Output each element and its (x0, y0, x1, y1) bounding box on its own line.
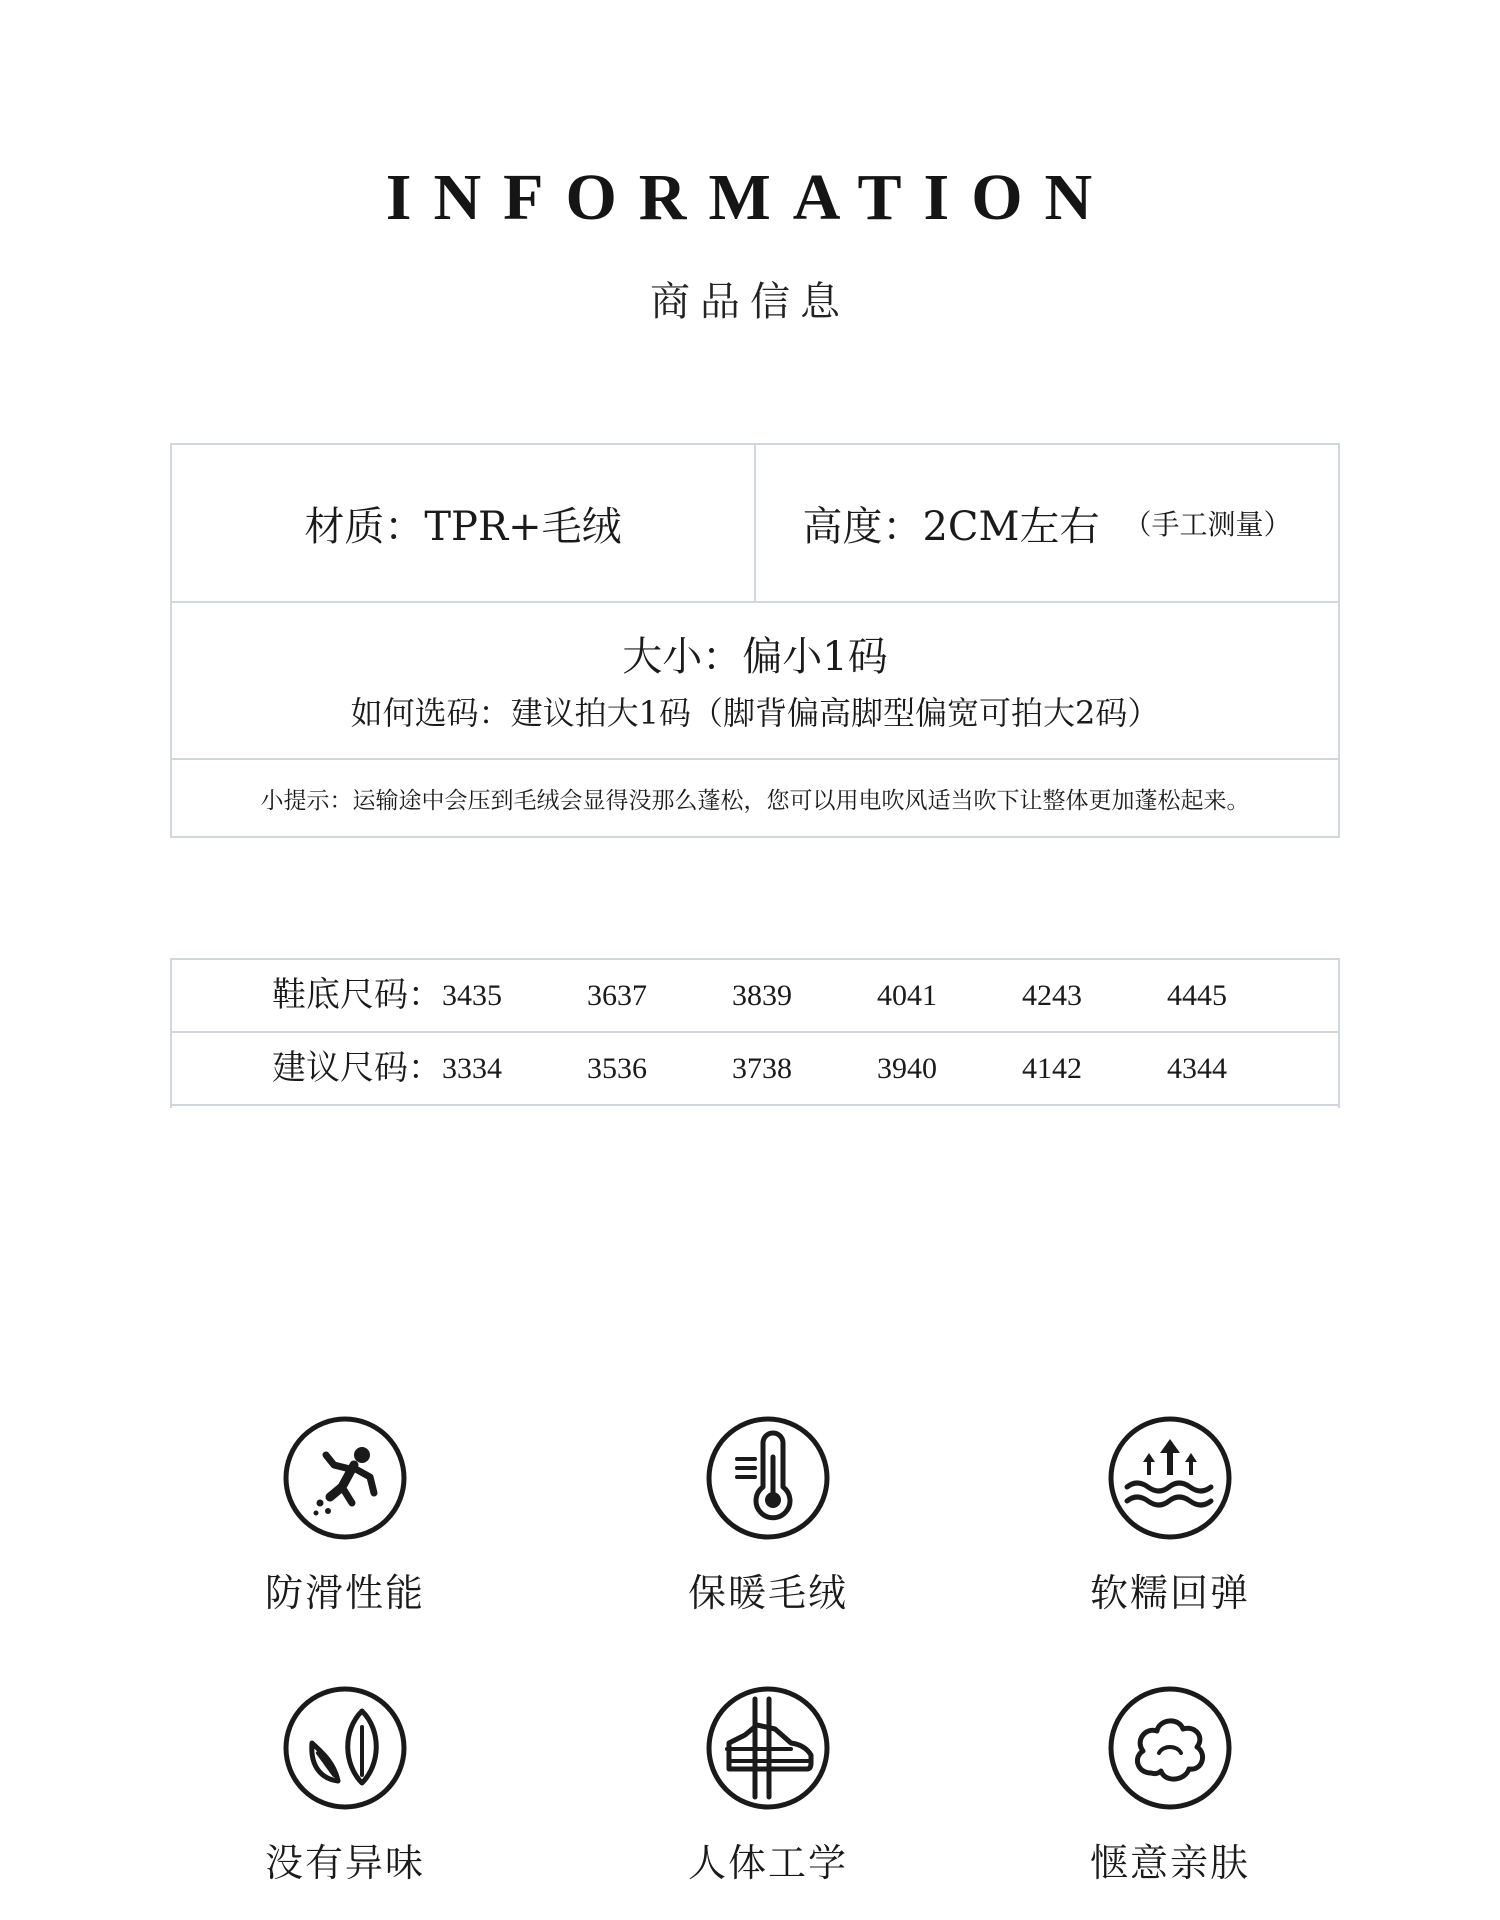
leaf-icon (282, 1685, 408, 1811)
size-value: 3334 (442, 1052, 502, 1085)
feature-anti-slip (195, 1415, 495, 1615)
size-value: 4344 (1167, 1052, 1227, 1085)
shoe-icon (705, 1685, 831, 1811)
height-cell (756, 445, 1338, 601)
feature-label: 软糯回弹 (1089, 1571, 1250, 1615)
size-value: 3536 (587, 1052, 647, 1085)
size-value: 4041 (877, 979, 937, 1012)
feature-label: 人体工学 (687, 1841, 848, 1885)
height-note: （手工测量） (1123, 508, 1292, 541)
tip-text: 小提示：运输途中会压到毛绒会显得没那么蓬松，您可以用电吹风适当吹下让整体更加蓬松起来。 (260, 787, 1250, 814)
feature-label: 没有异味 (264, 1841, 425, 1885)
how-to-choose-text: 如何选码：建议拍大1码（脚背偏高脚型偏宽可拍大2码） (350, 694, 1160, 732)
size-value: 3637 (587, 979, 647, 1012)
feature-label: 防滑性能 (264, 1571, 425, 1615)
height-text: 高度：2CM左右 (802, 503, 1100, 550)
thermometer-icon (705, 1415, 831, 1541)
size-value: 3435 (442, 979, 502, 1012)
feature-odorless (195, 1685, 495, 1885)
info-row-size (172, 603, 1338, 760)
info-row-material-height (172, 445, 1338, 603)
size-text: 大小：偏小1码 (622, 634, 888, 680)
material-text: 材质：TPR+毛绒 (304, 503, 622, 550)
page-title: INFORMATION (385, 161, 1115, 234)
feature-soft-rebound (1020, 1415, 1320, 1615)
feature-warm-plush (618, 1415, 918, 1615)
size-value: 4243 (1022, 979, 1082, 1012)
feature-label: 保暖毛绒 (687, 1571, 848, 1615)
size-value: 3940 (877, 1052, 937, 1085)
material-cell (172, 445, 756, 601)
size-row-label: 建议尺码： (272, 1048, 442, 1088)
size-value: 4142 (1022, 1052, 1082, 1085)
feature-skin-friendly (1020, 1685, 1320, 1885)
size-row-label: 鞋底尺码： (272, 975, 442, 1015)
table-row (172, 960, 1338, 1033)
feature-label: 惬意亲肤 (1089, 1841, 1250, 1885)
page-subtitle: 商品信息 (650, 279, 850, 325)
size-value: 3738 (732, 1052, 792, 1085)
cotton-icon (1107, 1685, 1233, 1811)
feature-ergonomics (618, 1685, 918, 1885)
size-table (170, 958, 1340, 1108)
size-value: 3839 (732, 979, 792, 1012)
info-row-tip (172, 760, 1338, 836)
table-row (172, 1033, 1338, 1106)
slip-icon (282, 1415, 408, 1541)
size-value: 4445 (1167, 979, 1227, 1012)
rebound-icon (1107, 1415, 1233, 1541)
info-table (170, 443, 1340, 838)
